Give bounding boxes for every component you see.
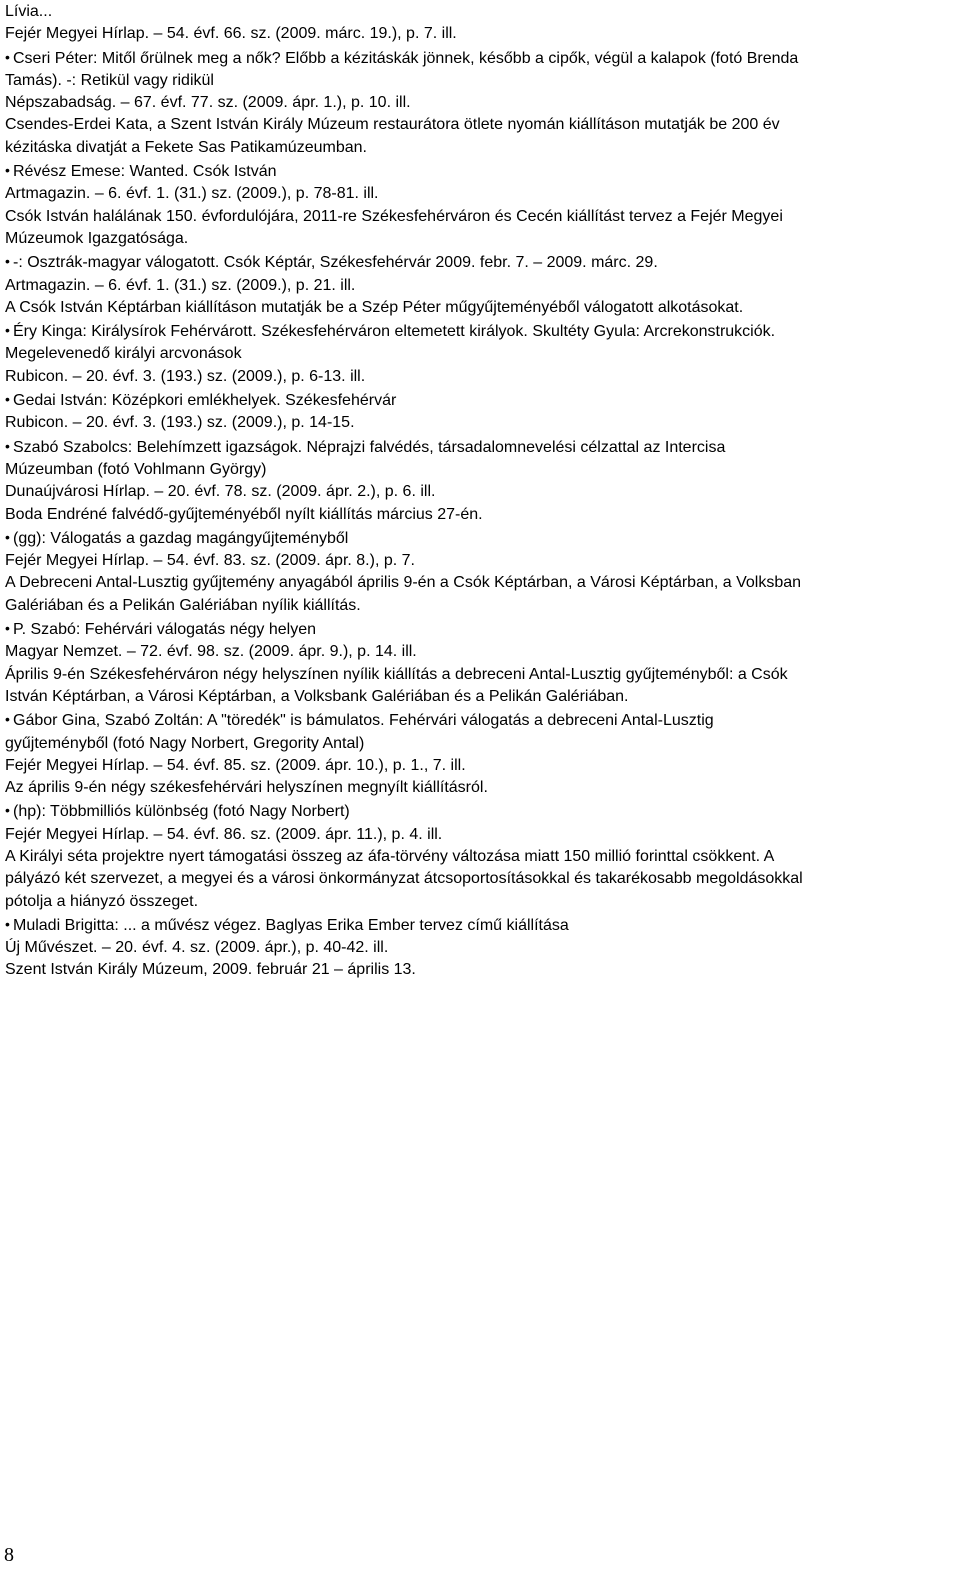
- text-line: Fejér Megyei Hírlap. – 54. évf. 83. sz. (2009. ápr. 8.), p. 7.: [5, 552, 415, 570]
- bullet-entry: • (hp): Többmilliós különbség (fotó Nagy Norbert): [5, 799, 955, 823]
- text-line: Április 9-én Székesfehérváron négy helyszínen nyílik kiállítás a debreceni Antal-Lusztig gyűjteményből: a Csók: [5, 665, 788, 683]
- text-line: Megelevenedő királyi arcvonások: [5, 345, 242, 363]
- text-line: Csók István halálának 150. évfordulójára, 2011-re Székesfehérváron és Cecén kiállítást tervez a Fejér Megyei: [5, 207, 783, 225]
- text-line: Boda Endréné falvédő-gyűjteményéből nyílt kiállítás március 27-én.: [5, 505, 483, 523]
- text-line: Szent István Király Múzeum, 2009. február 21 – április 13.: [5, 961, 416, 979]
- bullet-entry: • Muladi Brigitta: ... a művész végez. Baglyas Erika Ember tervez című kiállítása: [5, 913, 955, 937]
- bullet-entry: • Éry Kinga: Királysírok Fehérvárott. Székesfehérváron eltemetett királyok. Skultéty Gyula: Arcrekonstrukciók.: [5, 319, 955, 343]
- text-line: Az április 9-én négy székesfehérvári helyszínen megnyílt kiállításról.: [5, 779, 488, 797]
- bullet-entry: • Gedai István: Középkori emlékhelyek. Székesfehérvár: [5, 388, 955, 412]
- page-number: 8: [4, 1544, 14, 1566]
- bullet-entry: • Révész Emese: Wanted. Csók István: [5, 159, 955, 183]
- text-line: Fejér Megyei Hírlap. – 54. évf. 86. sz. (2009. ápr. 11.), p. 4. ill.: [5, 825, 443, 843]
- text-line: István Képtárban, a Városi Képtárban, a Volksbank Galériában és a Pelikán Galériában.: [5, 687, 629, 705]
- text-line: Múzeumban (fotó Vohlmann György): [5, 460, 267, 478]
- text-line: Artmagazin. – 6. évf. 1. (31.) sz. (2009.), p. 21. ill.: [5, 276, 356, 294]
- text-line: kézitáska divatját a Fekete Sas Patikamúzeumban.: [5, 138, 367, 156]
- text-line: Népszabadság. – 67. évf. 77. sz. (2009. ápr. 1.), p. 10. ill.: [5, 94, 411, 112]
- text-line: Csendes-Erdei Kata, a Szent István Király Múzeum restaurátora ötlete nyomán kiállításon mutatják be 200 év: [5, 116, 780, 134]
- text-line: A Királyi séta projektre nyert támogatási összeg az áfa-törvény változása miatt 150 millió forinttal csökkent. A: [5, 847, 775, 865]
- bullet-entry: • -: Osztrák-magyar válogatott. Csók Képtár, Székesfehérvár 2009. febr. 7. – 2009. márc. 29.: [5, 250, 955, 274]
- bullet-entry: • Gábor Gina, Szabó Zoltán: A "töredék" is bámulatos. Fehérvári válogatás a debreceni Antal-Lusztig: [5, 708, 955, 732]
- text-line: Tamás). -: Retikül vagy ridikül: [5, 71, 214, 89]
- text-line: gyűjteményből (fotó Nagy Norbert, Gregority Antal): [5, 734, 365, 752]
- text-line: pályázó két szervezet, a megyei és a városi önkormányzat átcsoportosításokkal és takarékosabb megoldásokkal: [5, 870, 803, 888]
- text-line: Rubicon. – 20. évf. 3. (193.) sz. (2009.), p. 14-15.: [5, 414, 355, 432]
- bullet-entry: • Cseri Péter: Mitől őrülnek meg a nők? Előbb a kézitáskák jönnek, később a cipők, végül a kalapok (fotó Brenda: [5, 46, 955, 70]
- text-line: A Csók István Képtárban kiállításon mutatják be a Szép Péter műgyűjteményéből válogatott alkotásokat.: [5, 298, 744, 316]
- text-line: Galériában és a Pelikán Galériában nyílik kiállítás.: [5, 596, 361, 614]
- bullet-entry: • P. Szabó: Fehérvári válogatás négy helyen: [5, 617, 955, 641]
- text-line: Magyar Nemzet. – 72. évf. 98. sz. (2009. ápr. 9.), p. 14. ill.: [5, 643, 417, 661]
- text-line: A Debreceni Antal-Lusztig gyűjtemény anyagából április 9-én a Csók Képtárban, a Városi Képtárban, a Volksban: [5, 574, 802, 592]
- bibliography-text: [5, 1, 955, 982]
- bullet-entry: • (gg): Válogatás a gazdag magángyűjteményből: [5, 526, 955, 550]
- text-line: Fejér Megyei Hírlap. – 54. évf. 66. sz. (2009. márc. 19.), p. 7. ill.: [5, 25, 457, 43]
- text-line: Múzeumok Igazgatósága.: [5, 229, 189, 247]
- text-line: Rubicon. – 20. évf. 3. (193.) sz. (2009.), p. 6-13. ill.: [5, 367, 366, 385]
- text-line: Fejér Megyei Hírlap. – 54. évf. 85. sz. (2009. ápr. 10.), p. 1., 7. ill.: [5, 756, 466, 774]
- text-line: Új Művészet. – 20. évf. 4. sz. (2009. ápr.), p. 40-42. ill.: [5, 939, 389, 957]
- text-line: pótolja a hiányzó összeget.: [5, 892, 199, 910]
- text-line: Artmagazin. – 6. évf. 1. (31.) sz. (2009.), p. 78-81. ill.: [5, 185, 379, 203]
- bullet-entry: • Szabó Szabolcs: Belehímzett igazságok. Néprajzi falvédés, társadalomnevelési célzattal az Intercisa: [5, 435, 955, 459]
- text-line: Lívia...: [5, 3, 53, 20]
- text-line: Dunaújvárosi Hírlap. – 20. évf. 78. sz. (2009. ápr. 2.), p. 6. ill.: [5, 483, 436, 501]
